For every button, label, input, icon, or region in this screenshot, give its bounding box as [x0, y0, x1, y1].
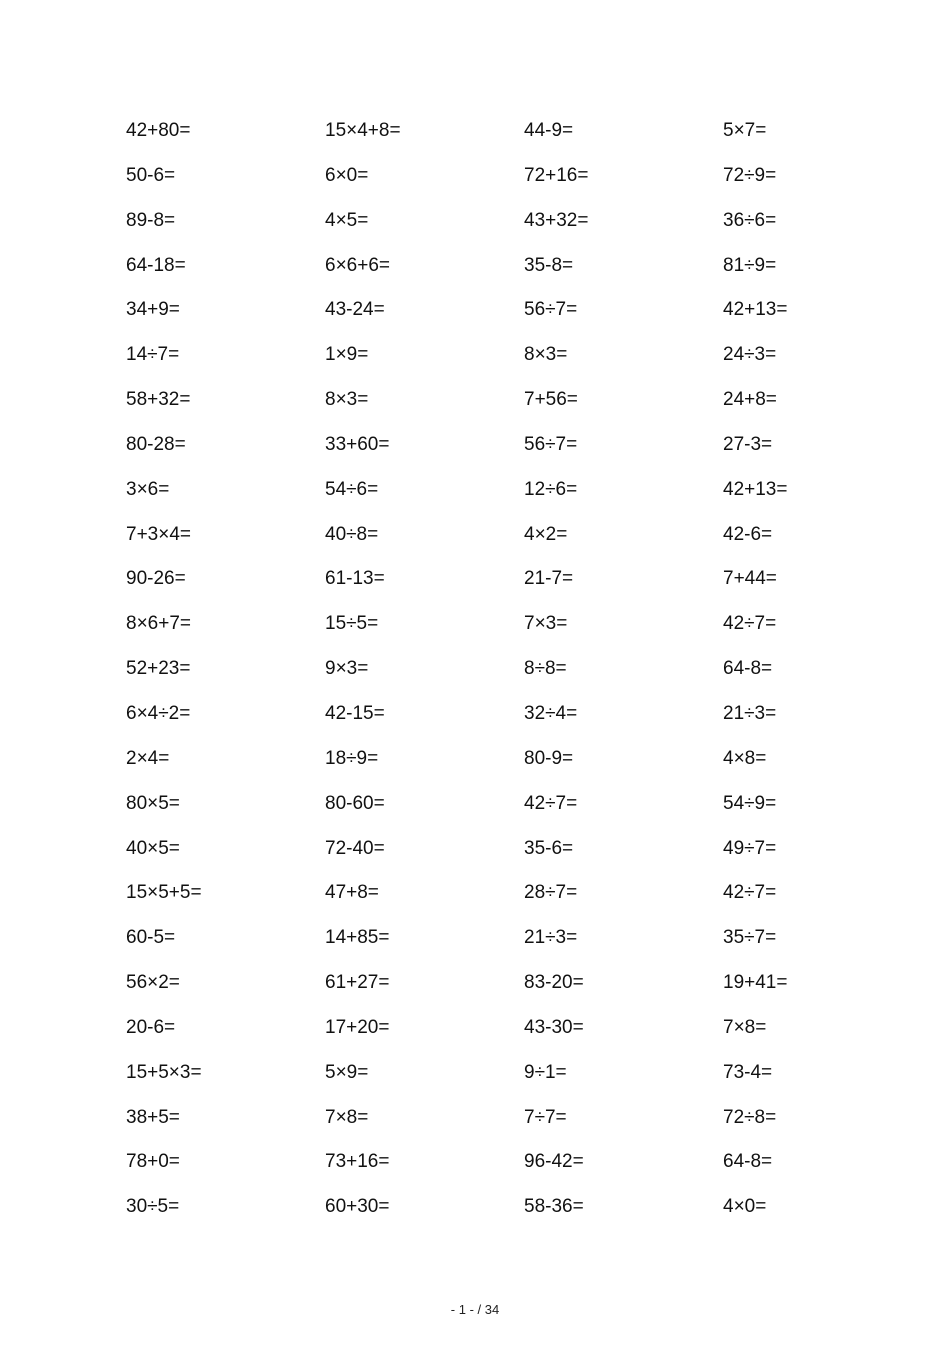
math-problem: 15×4+8= [325, 120, 401, 141]
math-problem: 6×0= [325, 164, 369, 186]
math-problem: 52+23= [126, 658, 191, 680]
math-problem: 54÷6= [325, 478, 379, 500]
math-problem: 21-7= [524, 568, 574, 590]
math-problem: 42÷7= [723, 882, 777, 904]
math-problem: 72-40= [325, 837, 385, 859]
math-problem: 80×5= [126, 792, 180, 814]
math-problem: 96-42= [524, 1151, 584, 1173]
math-problem: 43-30= [524, 1016, 584, 1038]
math-problem: 7×3= [524, 613, 568, 635]
math-problem: 35-8= [524, 254, 574, 276]
math-problem: 24+8= [723, 389, 777, 411]
math-problem: 24÷3= [723, 344, 777, 366]
math-problem: 80-9= [524, 747, 574, 769]
math-problem: 42÷7= [723, 613, 777, 635]
math-problem: 38+5= [126, 1106, 180, 1128]
math-problem: 20-6= [126, 1016, 176, 1038]
math-problem: 89-8= [126, 209, 176, 231]
math-problem: 81÷9= [723, 254, 777, 276]
math-problem: 42-15= [325, 702, 385, 724]
math-problem: 60-5= [126, 927, 176, 949]
math-problem: 80-28= [126, 433, 186, 455]
math-problem: 64-8= [723, 658, 773, 680]
math-problem: 60+30= [325, 1196, 390, 1218]
math-problem: 14+85= [325, 927, 390, 949]
math-problem: 8×3= [524, 344, 568, 366]
math-problem: 15+5×3= [126, 1061, 202, 1083]
math-problem: 7÷7= [524, 1106, 567, 1128]
math-problem: 12÷6= [524, 478, 578, 500]
math-problem: 7×8= [723, 1016, 767, 1038]
math-problem: 8×6+7= [126, 613, 191, 635]
math-problem: 35-6= [524, 837, 574, 859]
arithmetic-problem-grid [126, 116, 866, 1237]
math-problem: 15×5+5= [126, 882, 202, 904]
math-problem: 28÷7= [524, 882, 578, 904]
math-problem: 42+13= [723, 478, 788, 500]
math-problem: 50-6= [126, 164, 176, 186]
math-problem: 17+20= [325, 1016, 390, 1038]
math-problem: 9÷1= [524, 1061, 567, 1083]
math-problem: 8×3= [325, 389, 369, 411]
math-problem: 7+44= [723, 568, 777, 590]
math-problem: 4×2= [524, 523, 568, 545]
math-problem: 32÷4= [524, 702, 578, 724]
math-problem: 5×9= [325, 1061, 369, 1083]
math-problem: 40×5= [126, 837, 180, 859]
math-problem: 35÷7= [723, 927, 777, 949]
math-problem: 7+56= [524, 389, 578, 411]
math-problem: 56÷7= [524, 433, 578, 455]
math-problem: 73-4= [723, 1061, 773, 1083]
math-problem: 54÷9= [723, 792, 777, 814]
math-problem: 1×9= [325, 344, 369, 366]
math-problem: 56×2= [126, 972, 180, 994]
math-problem: 33+60= [325, 433, 390, 455]
math-problem: 9×3= [325, 658, 369, 680]
math-problem: 40÷8= [325, 523, 379, 545]
math-problem: 4×5= [325, 209, 369, 231]
math-problem: 78+0= [126, 1151, 180, 1173]
math-problem: 6×6+6= [325, 254, 390, 276]
math-problem: 3×6= [126, 478, 170, 500]
math-problem: 64-8= [723, 1151, 773, 1173]
math-problem: 47+8= [325, 882, 379, 904]
math-problem: 5×7= [723, 120, 767, 141]
math-problem: 7×8= [325, 1106, 369, 1128]
math-problem: 6×4÷2= [126, 702, 191, 724]
math-problem: 34+9= [126, 299, 180, 321]
math-problem: 15÷5= [325, 613, 379, 635]
math-problem: 18÷9= [325, 747, 379, 769]
math-problem: 58+32= [126, 389, 191, 411]
math-problem: 36÷6= [723, 209, 777, 231]
math-problem: 21÷3= [723, 702, 777, 724]
math-problem: 58-36= [524, 1196, 584, 1218]
math-problem: 44-9= [524, 120, 574, 141]
math-problem: 72÷9= [723, 164, 777, 186]
math-problem: 27-3= [723, 433, 773, 455]
math-problem: 72+16= [524, 164, 589, 186]
math-problem: 80-60= [325, 792, 385, 814]
math-problem: 73+16= [325, 1151, 390, 1173]
math-problem: 64-18= [126, 254, 186, 276]
math-problem: 43-24= [325, 299, 385, 321]
math-problem: 83-20= [524, 972, 584, 994]
math-problem: 4×8= [723, 747, 767, 769]
math-problem: 14÷7= [126, 344, 180, 366]
math-problem: 21÷3= [524, 927, 578, 949]
math-problem: 42+13= [723, 299, 788, 321]
math-problem: 30÷5= [126, 1196, 180, 1218]
math-problem: 19+41= [723, 972, 788, 994]
math-problem: 72÷8= [723, 1106, 777, 1128]
math-problem: 61+27= [325, 972, 390, 994]
math-problem: 90-26= [126, 568, 186, 590]
math-problem: 2×4= [126, 747, 170, 769]
math-problem: 42÷7= [524, 792, 578, 814]
page-number: - 1 - / 34 [450, 1302, 500, 1317]
math-problem: 7+3×4= [126, 523, 191, 545]
math-problem: 56÷7= [524, 299, 578, 321]
math-problem: 42+80= [126, 120, 191, 141]
math-problem: 61-13= [325, 568, 385, 590]
math-problem: 42-6= [723, 523, 773, 545]
math-problem: 49÷7= [723, 837, 777, 859]
math-problem: 8÷8= [524, 658, 567, 680]
math-problem: 43+32= [524, 209, 589, 231]
math-problem: 4×0= [723, 1196, 767, 1218]
